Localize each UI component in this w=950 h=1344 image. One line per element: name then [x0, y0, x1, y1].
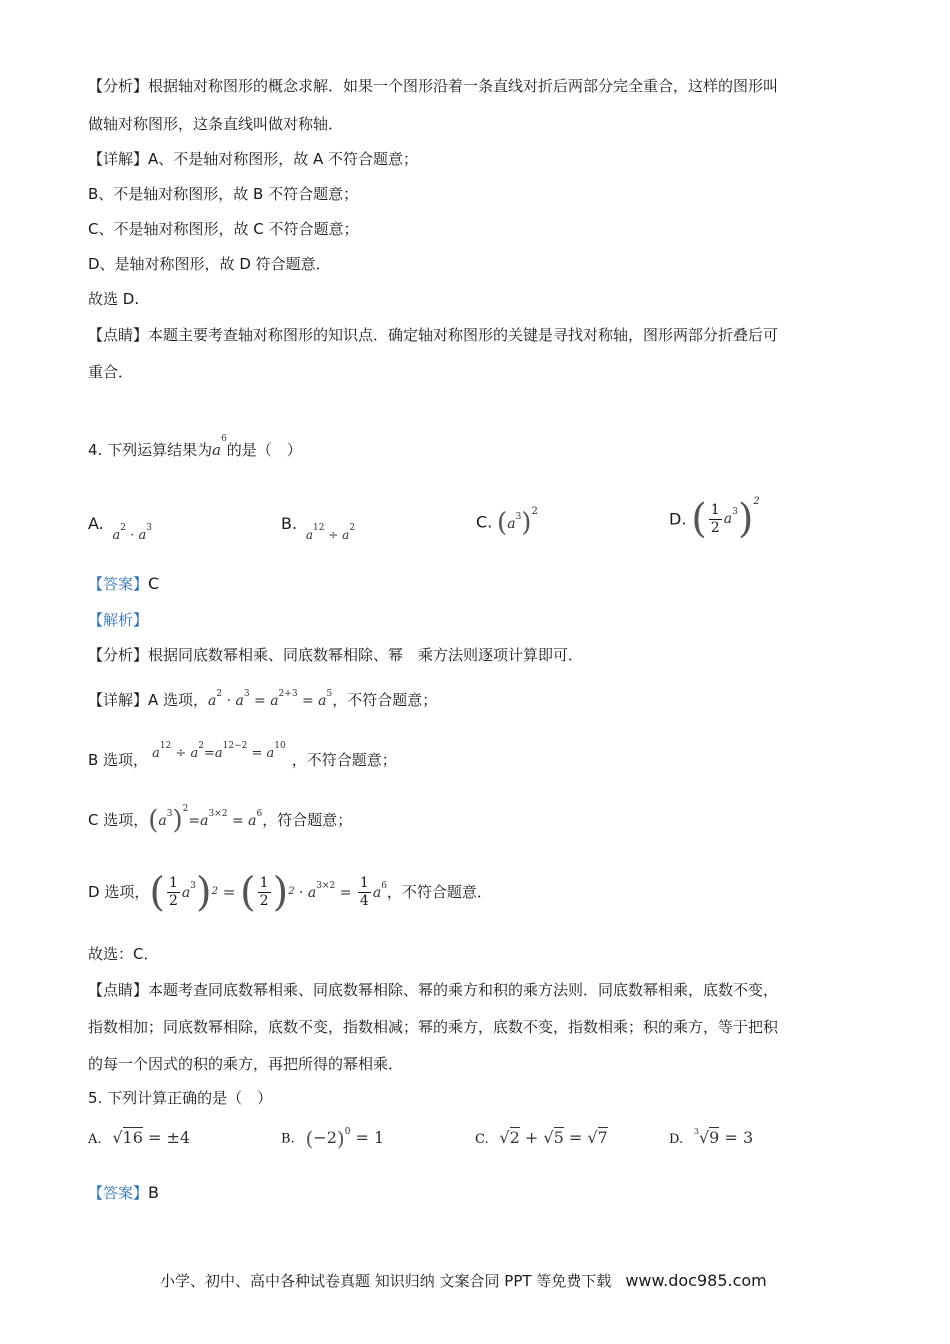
- q5-answer: 【答案】B: [88, 1183, 159, 1202]
- q3-detail-line-4: D、是轴对称图形，故 D 符合题意．: [88, 255, 331, 273]
- q3-comment-line-1: 【点睛】本题主要考查轴对称图形的知识点．确定轴对称图形的关键是寻找对称轴，图形两部分折叠后可: [88, 326, 779, 344]
- q4-option-d: D. ( $\frac{1}{2}$ $a^3)^2$: [669, 496, 760, 542]
- q4-comment-line-1: 【点睛】本题考查同底数幂相乘、同底数幂相除、幂的乘方和积的乘方法则．同底数幂相乘，底数不变，: [88, 981, 779, 999]
- q5-option-c: C. √2 + √5 = √7: [475, 1128, 608, 1147]
- q4-detail-b: B 选项， $a^{12} \div a^2=a^{12-2} = a^{10}$，不符合题意；: [88, 741, 397, 769]
- q5-option-d: D. $^3$√9 = 3: [669, 1127, 754, 1147]
- q5-stem: 5. 下列计算正确的是（ ）: [88, 1089, 273, 1107]
- footer-url[interactable]: www.doc985.com: [625, 1271, 767, 1290]
- q4-analysis-tag: 【解析】: [88, 611, 149, 629]
- q4-option-b: B. $_{a^{12} \div a^2}$: [281, 514, 356, 542]
- footer-text: 小学、初中、高中各种试卷真题 知识归纳 文案合同 PPT 等免费下载: [160, 1272, 612, 1290]
- q3-detail-line-1: 【详解】A、不是轴对称图形，故 A 不符合题意；: [88, 150, 419, 168]
- q5-option-a: A. √16 = ±4: [88, 1128, 191, 1147]
- q3-detail-line-2: B、不是轴对称图形，故 B 不符合题意；: [88, 185, 359, 203]
- q3-analysis-line-2: 做轴对称图形，这条直线叫做对称轴．: [88, 115, 344, 133]
- q4-answer: 【答案】C: [88, 574, 160, 593]
- q4-detail-a: 【详解】A 选项，$a^2 \cdot a^3 = a^{2+3} = a^5$，不符合题意；: [88, 689, 438, 709]
- q3-choose: 故选 D.: [88, 290, 140, 308]
- q4-analysis: 【分析】根据同底数幂相乘、同底数幂相除、幂 乘方法则逐项计算即可．: [88, 646, 584, 664]
- q3-comment-line-2: 重合．: [88, 363, 134, 381]
- footer: [160, 1270, 767, 1291]
- q4-stem-after: 的是（ ）: [226, 441, 302, 459]
- q4-detail-c: C 选项，$(a^3)^2=a^{3\times 2} = a^6$，符合题意；: [88, 804, 353, 836]
- q4-detail-d: D 选项，( $\frac{1}{2}$ $a^3)^2$ = ( $\frac{1}{2}$ )$^2 \cdot a^{3\times 2}$ = $\frac{1}{4}$ $a^6$，不符合题意．: [88, 869, 492, 916]
- q4-option-c: C. $(a^3)^2$: [476, 505, 538, 538]
- q4-option-a: A. $a^2 \cdot a^3$: [88, 514, 152, 543]
- q3-analysis-line-1: 【分析】根据轴对称图形的概念求解．如果一个图形沿着一条直线对折后两部分完全重合，这样的图形叫: [88, 77, 779, 95]
- q4-number: 4.: [88, 441, 103, 459]
- q5-number: 5.: [88, 1089, 103, 1107]
- q5-option-b: B. $(-2)^0 = 1$: [281, 1126, 385, 1150]
- q4-comment-line-2: 指数相加；同底数幂相除，底数不变，指数相减；幂的乘方，底数不变，指数相乘；积的乘方，等于把积: [88, 1018, 779, 1036]
- q4-comment-line-3: 的每一个因式的积的乘方，再把所得的幂相乘．: [88, 1055, 404, 1073]
- q4-stem: 4. 下列运算结果为$a^6$的是（ ）: [88, 434, 302, 459]
- q3-detail-line-3: C、不是轴对称图形，故 C 不符合题意；: [88, 220, 359, 238]
- q4-stem-before: 下列运算结果为: [107, 441, 213, 459]
- q4-choose: 故选：C．: [88, 945, 159, 963]
